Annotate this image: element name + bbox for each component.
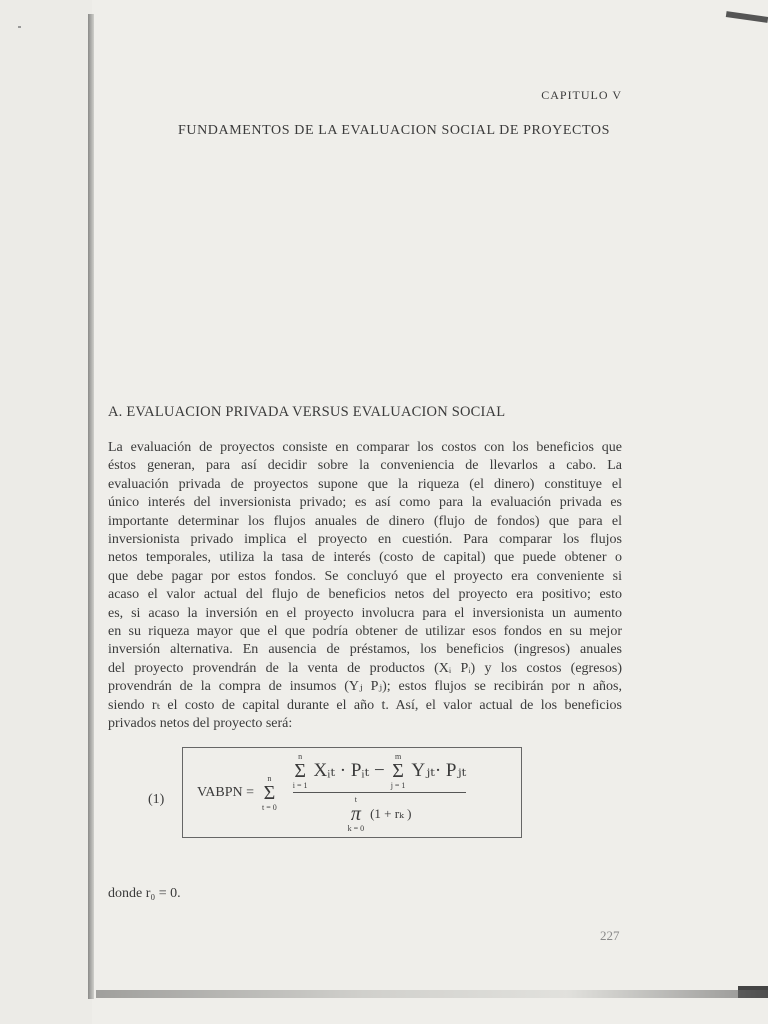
paragraph-line: provendrán de la compra de insumos (Yⱼ Pⱼ); estos flujos se recibirán por n años,	[108, 679, 622, 695]
scan-speck	[18, 26, 21, 28]
page-bottom-shadow	[96, 990, 768, 998]
body-paragraph	[108, 439, 622, 734]
denominator: (1 + rₖ )	[370, 806, 412, 821]
paragraph-line: La evaluación de proyectos consiste en comparar los costos con los beneficios que	[108, 440, 622, 455]
chapter-label: CAPITULO V	[541, 88, 622, 102]
paragraph-line: del proyecto provendrán de la venta de productos (Xᵢ Pᵢ) y los costos (egresos)	[108, 660, 622, 676]
outer-sum	[262, 774, 277, 812]
product-lower: k = 0	[347, 824, 365, 833]
section-heading: A. EVALUACION PRIVADA VERSUS EVALUACION SOCIAL	[108, 404, 506, 420]
paragraph-line: que debe pagar por estos fondos. Se concluyó que el proyecto era conveniente si	[108, 568, 622, 584]
product-pi: π	[350, 803, 361, 825]
paragraph-line: siendo rₜ el costo de capital durante el año t. Así, el valor actual de los beneficios	[108, 697, 622, 713]
equation-lhs: VABPN =	[197, 784, 255, 800]
paragraph-line: evaluación privada de proyectos supone que la riqueza (el dinero) constituye el	[108, 476, 622, 492]
sum2-lower: j = 1	[390, 781, 406, 790]
numerator	[293, 752, 466, 790]
equation-number: (1)	[148, 792, 165, 807]
page-number: 227	[600, 928, 620, 943]
equation-box	[182, 747, 522, 838]
page-edge-shadow	[88, 14, 94, 999]
paragraph-line: privados netos del proyecto será:	[108, 716, 293, 732]
sum1-upper: n	[298, 752, 303, 761]
numerator-term1: Χᵢₜ · Pᵢₜ −	[313, 760, 385, 781]
paragraph-line: netos temporales, utiliza la tasa de interés (costo de capital) que puede obtener o	[108, 550, 622, 566]
outer-sigma: Σ	[263, 781, 276, 804]
paragraph-line: en su riqueza mayor que el que podría obtener de utilizar esos fondos en su mejor	[108, 624, 622, 640]
paragraph-line: es, si acaso la inversión en el proyecto involucra para el inversionista un aumento	[108, 605, 622, 621]
fraction	[293, 752, 466, 833]
equation-note: donde r₀ = 0.	[108, 886, 181, 901]
sum2-sigma: Σ	[392, 760, 404, 782]
paragraph-line: importante determinar los flujos anuales de dinero (flujo de fondos) que para el	[108, 513, 622, 529]
sum1-lower: i = 1	[292, 781, 308, 790]
outer-sum-upper: n	[267, 773, 272, 783]
denominator-row	[348, 795, 412, 833]
chapter-title: FUNDAMENTOS DE LA EVALUACION SOCIAL DE PROYECTOS	[178, 123, 610, 138]
paragraph-line: inversión alternativa. En ausencia de préstamos, los beneficios (ingresos) anuales	[108, 642, 622, 658]
sum1	[293, 752, 308, 790]
sum2	[391, 752, 406, 790]
outer-sum-lower: t = 0	[262, 802, 277, 812]
sum1-sigma: Σ	[294, 760, 306, 782]
paragraph-line: inversionista privado implica el proyecto en cuestión. Para comparar los flujos	[108, 532, 622, 548]
numerator-term2: Yⱼₜ· Pⱼₜ	[411, 760, 467, 781]
paragraph-line: acaso el valor actual del flujo de beneficios netos del proyecto era positivo; esto	[108, 587, 622, 603]
paragraph-line: único interés del inversionista privado; es así como para la evaluación privada es	[108, 495, 622, 511]
fraction-bar	[293, 792, 466, 793]
product-upper: t	[354, 795, 357, 804]
product	[348, 795, 365, 833]
sum2-upper: m	[394, 752, 402, 761]
paragraph-line: éstos generan, para así decidir sobre la conveniencia de llevarlos a cabo. La	[108, 458, 622, 474]
